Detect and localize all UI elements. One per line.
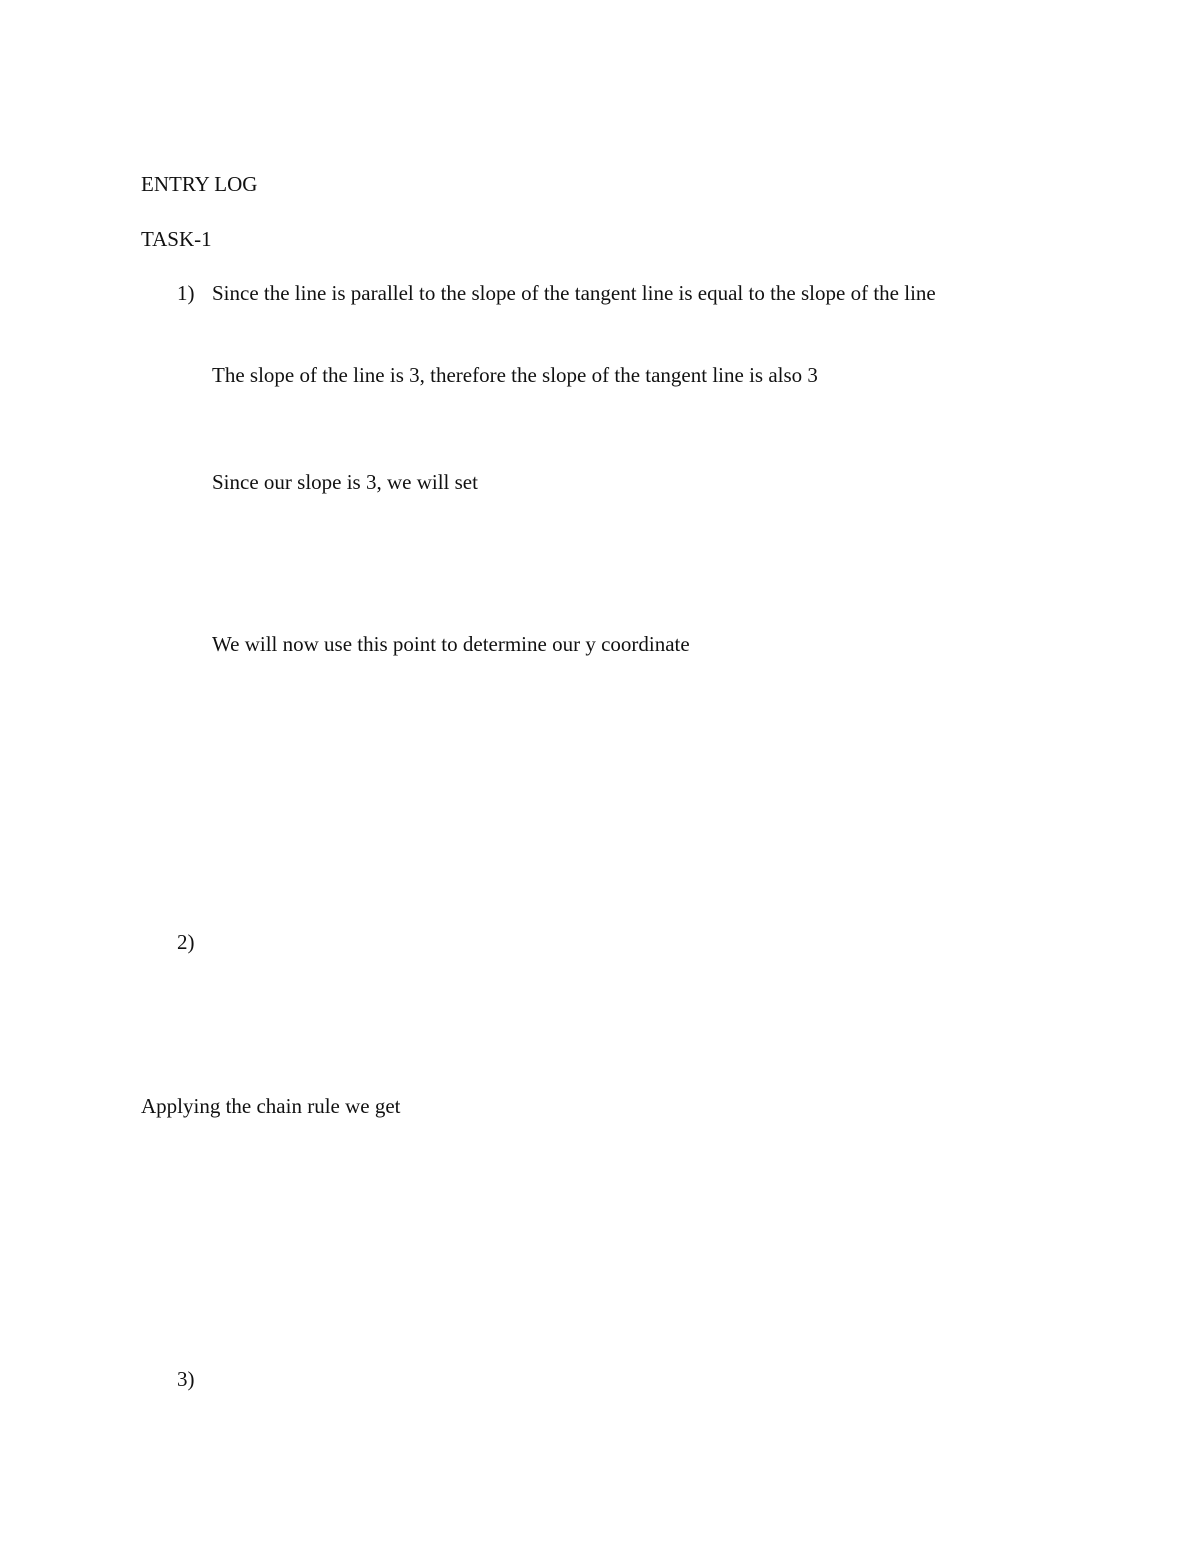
item-2-number: 2) [177, 930, 195, 954]
item-2-text: Applying the chain rule we get [141, 1094, 401, 1118]
task-label: TASK-1 [141, 227, 212, 251]
item-1-paragraph-1: Since the line is parallel to the slope of the tangent line is equal to the slope of the line [212, 281, 936, 305]
item-1-paragraph-3: Since our slope is 3, we will set [212, 470, 478, 494]
item-1-paragraph-4: We will now use this point to determine our y coordinate [212, 632, 690, 656]
item-1-paragraph-2: The slope of the line is 3, therefore the slope of the tangent line is also 3 [212, 363, 818, 387]
item-1-number: 1) [177, 281, 195, 305]
document-heading: ENTRY LOG [141, 172, 258, 196]
item-3-number: 3) [177, 1367, 195, 1391]
